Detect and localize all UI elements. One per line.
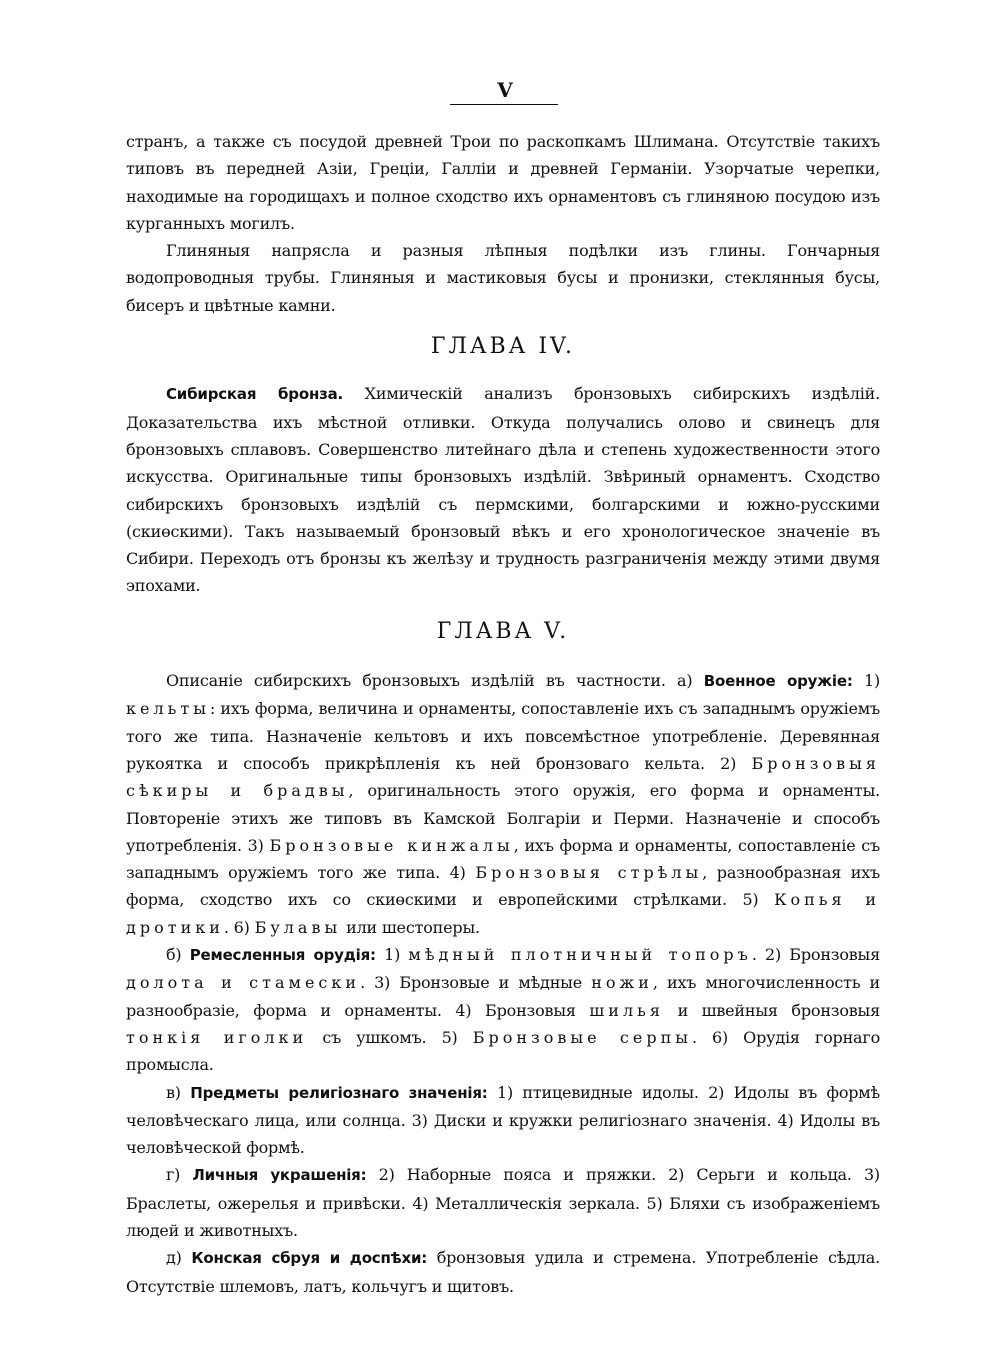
section-g-paragraph: [126, 1161, 880, 1244]
page-content: [126, 128, 880, 1300]
section-a-text-7: . 6): [223, 917, 255, 937]
section-a-text-8: или шестоперы.: [341, 917, 480, 937]
section-a-text-4: , оригинальность этого оружія, его форма и орнаменты. Повтореніе этихъ же типовъ въ Камской Болгаріи и Перми. Назначеніе и способъ употребленія. 3): [126, 781, 881, 855]
section-b-text-3: . 2) Бронзовыя: [751, 945, 880, 965]
section-v-paragraph: [126, 1079, 880, 1162]
section-b-spaced-2: долота и стамески: [126, 973, 361, 993]
paragraph-intro-2: Глиняныя напрясла и разныя лѣпныя подѣлки изъ глины. Гончарныя водопроводныя трубы. Глиняныя и мастиковыя бусы и пронизки, стеклянныя бусы, бисеръ и цвѣтные камни.: [126, 241, 880, 315]
paragraph-intro-1: странъ, а также съ посудой древней Трои по раскопкамъ Шлимана. Отсутствіе такихъ типовъ въ передней Азіи, Греціи, Галліи и древней Германіи. Узорчатые черепки, находимые на городищахъ и полное сходство ихъ орнаментовъ съ глиняною посудою изъ курганныхъ могилъ.: [126, 132, 880, 233]
section-a-text-2: 1): [852, 671, 880, 691]
section-b-spaced-6: Бронзовые серпы: [472, 1027, 692, 1047]
section-b-text-5: , ихъ многочисленность и разнообразіе, форма и орнаменты. 4) Бронзовыя: [126, 973, 881, 1020]
section-a-spaced-2: Бронзовыя сѣкиры и брадвы: [126, 753, 880, 801]
section-a-text-6: , разнообразная ихъ форма, сходство ихъ со скиөскими и европейскими стрѣлками. 5): [126, 863, 880, 910]
section-b-spaced-5: тонкія иголки: [126, 1027, 308, 1047]
section-b-spaced-1: мѣдный плотничный топоръ: [408, 945, 752, 965]
section-a-text-3: : ихъ форма, величина и орнаменты, сопоставленіе ихъ съ западнымъ оружіемъ того же типа. Назначеніе кельтовъ и ихъ повсемѣстное употребленіе. Деревянная рукоятка и способъ прикрѣпленія къ ней бронзоваго кельта. 2): [126, 699, 880, 773]
section-v-text-2: 1) птицевидные идолы. 2) Идолы въ формѣ человѣческаго лица, или солнца. 3) Диски и кружки религіознаго значенія. 4) Идолы въ человѣческой формѣ.: [126, 1082, 880, 1158]
section-a-paragraph: [126, 667, 880, 941]
section-b-text-6: и швейныя бронзовыя: [663, 1000, 880, 1020]
chapter-4-paragraph: [126, 380, 880, 599]
section-a-spaced-5: Копья и дротики: [126, 890, 880, 937]
page-number: V: [497, 78, 513, 102]
section-v-lead: Предметы религіознаго значенія:: [190, 1083, 488, 1102]
section-d-text-1: д): [166, 1248, 192, 1268]
section-d-text-2: бронзовыя удила и стремена. Употребленіе сѣдла. Отсутствіе шлемовъ, латъ, кольчугъ и щитовъ.: [126, 1248, 880, 1296]
section-b-lead: Ремесленныя орудія:: [189, 946, 376, 965]
section-d-lead: Конская сбруя и доспѣхи:: [191, 1249, 428, 1268]
section-a-spaced-3: Бронзовые кинжалы: [269, 835, 514, 855]
section-b-text-4: . 3) Бронзовые и мѣдные: [360, 973, 592, 993]
section-b-text-7: съ ушкомъ. 5): [307, 1027, 473, 1047]
section-b-spaced-3: ножи: [591, 973, 653, 993]
section-a-lead: Военное оружіе:: [703, 672, 853, 691]
section-g-text-2: 2) Наборные пояса и пряжки. 2) Серьги и кольца. 3) Браслеты, ожерелья и привѣски. 4) Металлическія зеркала. 5) Бляхи съ изображеніемъ людей и животныхъ.: [126, 1165, 880, 1240]
section-b-text-1: б): [166, 945, 190, 965]
section-d-paragraph: [126, 1244, 880, 1300]
section-g-lead: Личныя украшенія:: [192, 1166, 367, 1185]
chapter-4-heading: ГЛАВА IV.: [430, 334, 576, 360]
chapter-4-text: Химическій анализъ бронзовыхъ сибирскихъ издѣлій. Доказательства ихъ мѣстной отливки. Откуда получались олово и свинецъ для бронзовыхъ сплавовъ. Совершенство литейнаго дѣла и степень художественности этого искусства. Оригинальные типы бронзовыхъ издѣлій. Звѣриный орнаментъ. Сходство сибирскихъ бронзовыхъ издѣлій съ пермскими, болгарскими и южно-русскими (скиөскими). Такъ называемый бронзовый вѣкъ и его хронологическое значеніе въ Сибири. Переходъ отъ бронзы къ желѣзу и трудность разграниченія между этими двумя эпохами.: [126, 384, 880, 596]
section-b-spaced-4: шилья: [589, 1000, 664, 1020]
section-b-text-2: 1): [375, 945, 409, 965]
section-a-spaced-6: Булавы: [254, 917, 342, 937]
chapter-4-lead: Сибирская бронза.: [166, 385, 344, 404]
section-b-paragraph: [126, 941, 880, 1078]
section-v-text-1: в): [166, 1082, 191, 1102]
chapter-5-heading: ГЛАВА V.: [436, 618, 570, 644]
header-rule: [450, 104, 558, 105]
section-g-text-1: г): [166, 1165, 193, 1185]
section-b-text-8: . 6) Орудія горнаго промысла.: [126, 1027, 881, 1075]
section-a-text-5: , ихъ форма и орнаменты, сопоставленіе съ западнымъ оружіемъ того же типа. 4): [126, 835, 881, 883]
section-a-spaced-1: кельты: [126, 699, 210, 719]
section-a-spaced-4: Бронзовыя стрѣлы: [475, 863, 703, 883]
section-a-text-1: Описаніе сибирскихъ бронзовыхъ издѣлій въ частности. а): [166, 671, 704, 691]
